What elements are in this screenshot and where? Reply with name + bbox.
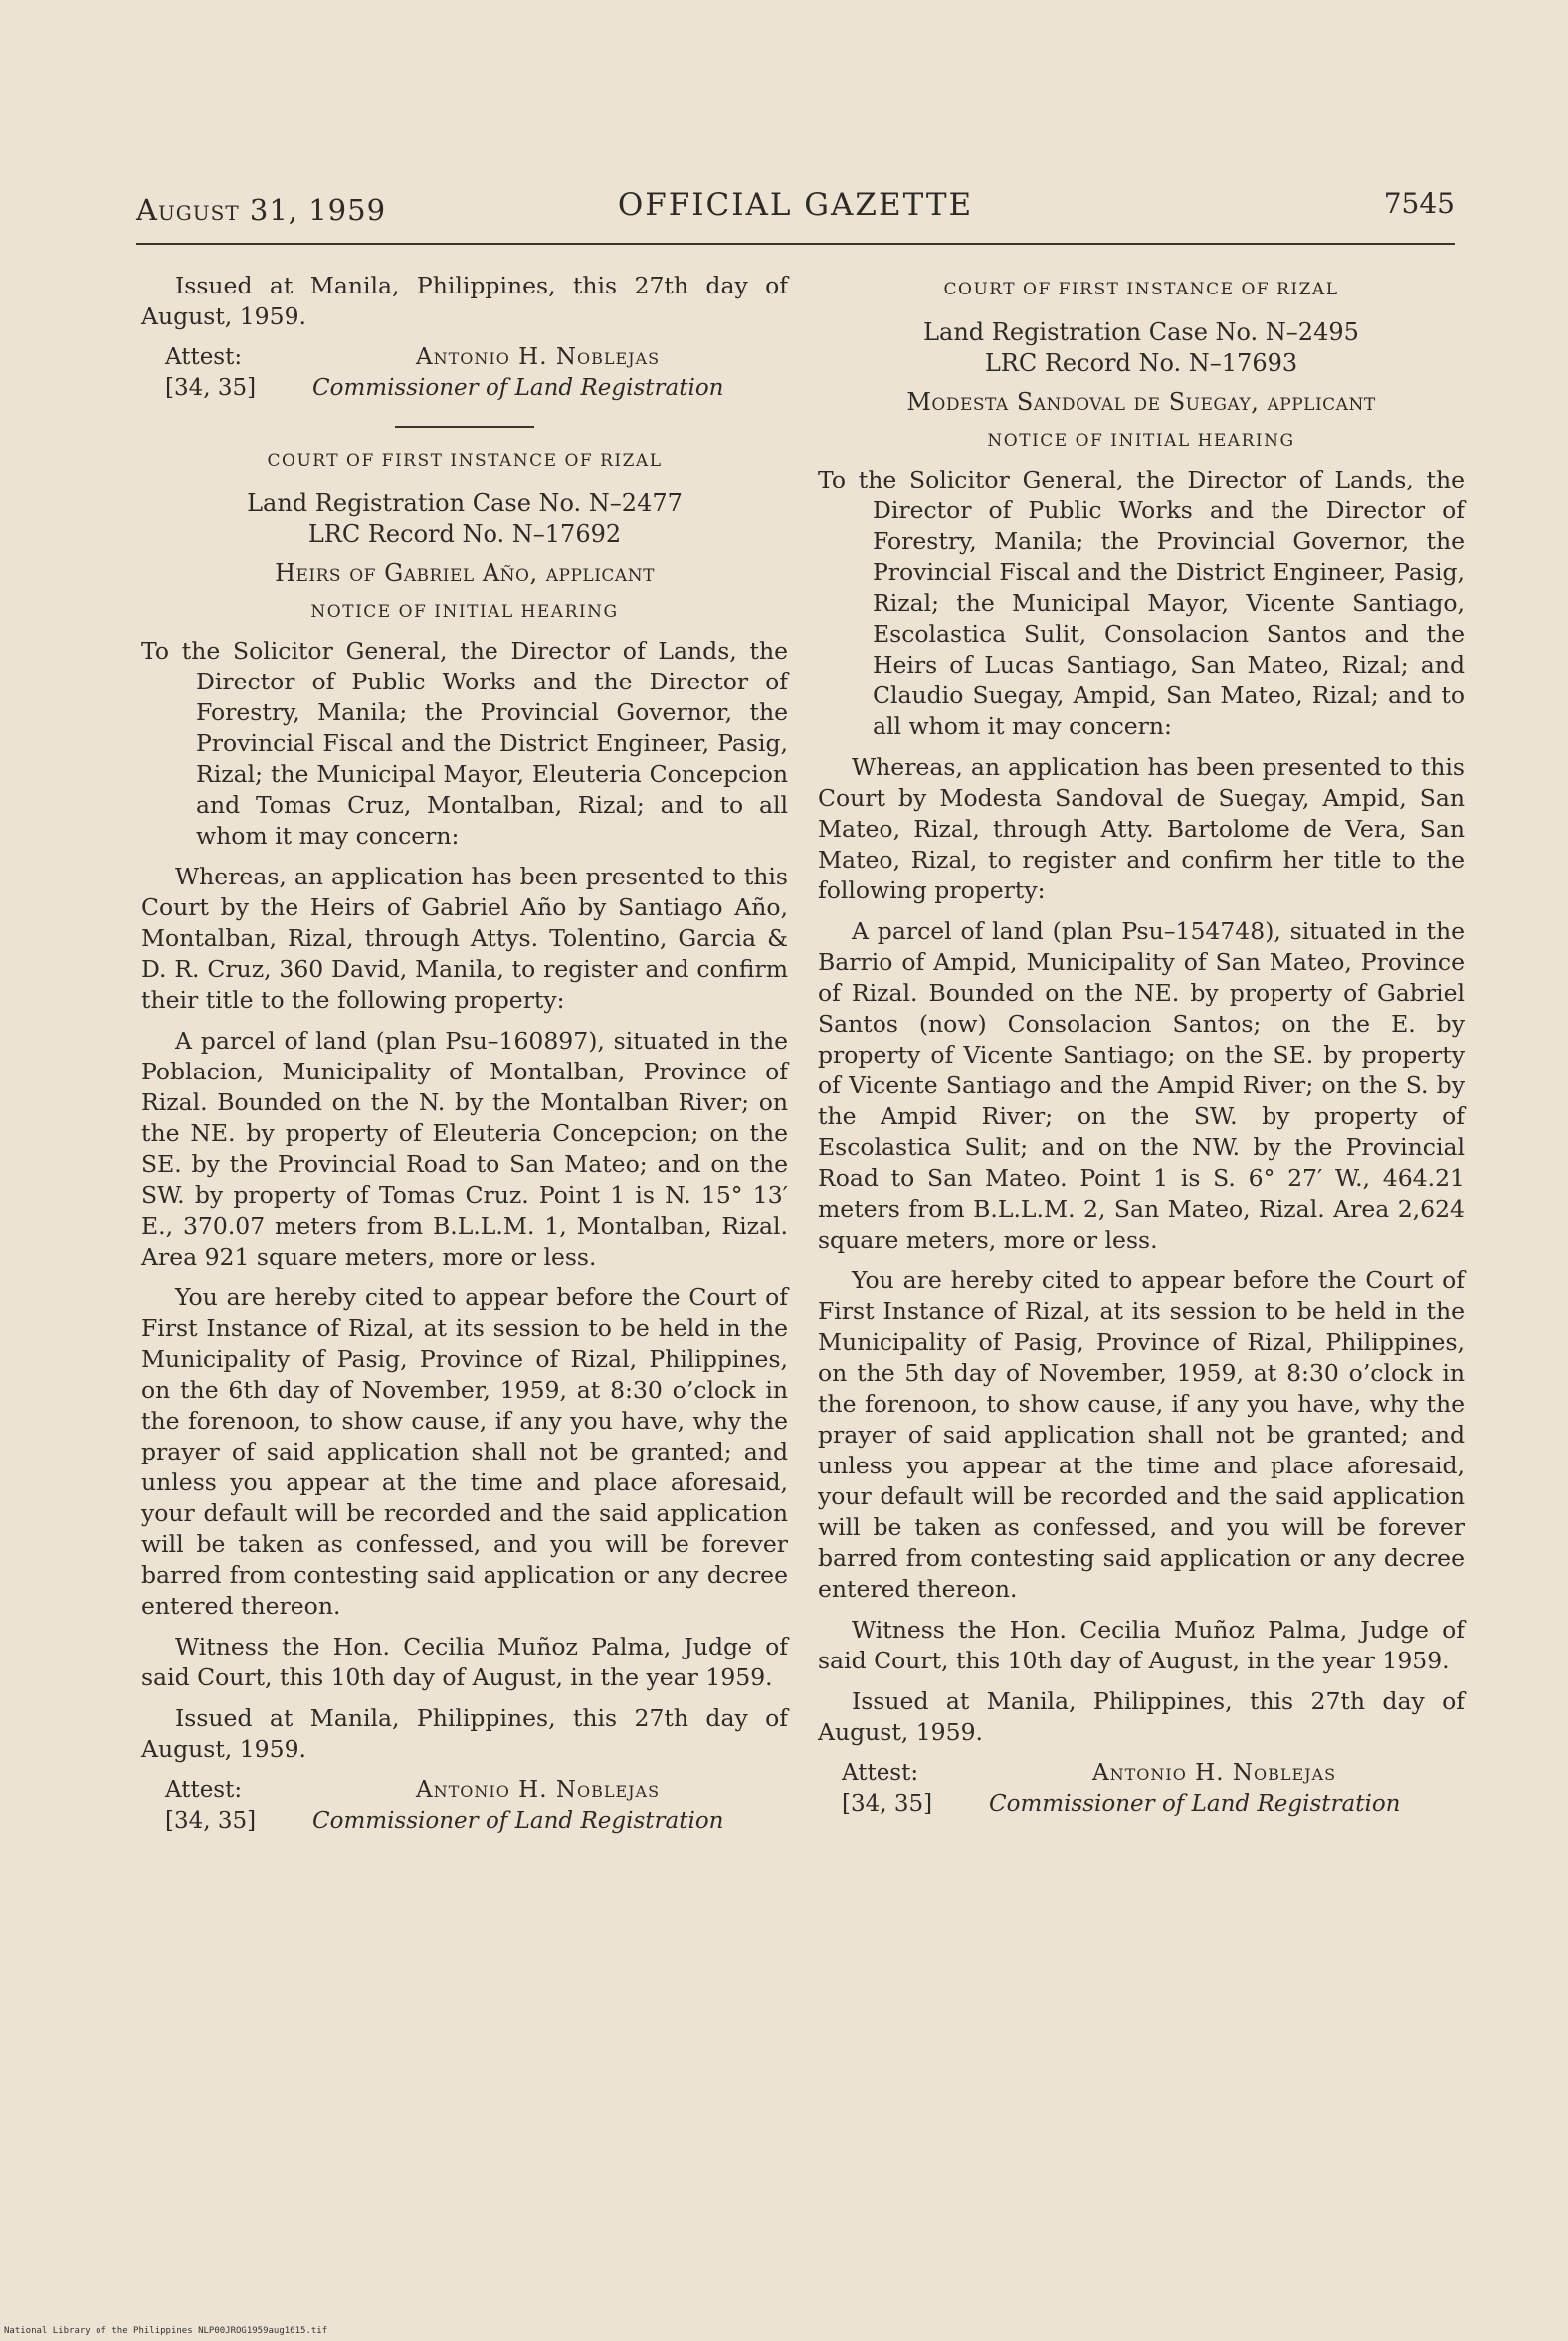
whereas-paragraph: Whereas, an application has been presented to this Court by Modesta Sandoval de Suegay, Ampid, San Mateo, Rizal, through Atty. Bartolome de Vera, San Mateo, Rizal, to register and confirm her title to the following property:	[818, 753, 1465, 904]
witness-paragraph: Witness the Hon. Cecilia Muñoz Palma, Judge of said Court, this 10th day of August, in the year 1959.	[818, 1616, 1465, 1674]
case-number: Land Registration Case No. N–2495	[923, 318, 1359, 346]
notice-heading: NOTICE OF INITIAL HEARING	[987, 431, 1295, 451]
attest-title: Commissioner of Land Registration	[312, 1808, 724, 1834]
attest-name: Antonio H. Noblejas	[416, 344, 661, 370]
case-number: Land Registration Case No. N–2477	[247, 489, 683, 517]
attest-label: Attest:	[165, 1777, 243, 1803]
prev-issued-text: Issued at Manila, Philippines, this 27th day of August, 1959.	[141, 272, 788, 330]
header-page-number: 7545	[1383, 187, 1455, 220]
court-heading: COURT OF FIRST INSTANCE OF RIZAL	[267, 451, 663, 471]
attest-block	[141, 1775, 788, 1839]
scan-footer: National Library of the Philippines NLP00JROG1959aug1615.tif	[4, 2326, 328, 2336]
notice-heading: NOTICE OF INITIAL HEARING	[310, 602, 619, 622]
attest-block	[818, 1758, 1465, 1822]
attest-ref: [34, 35]	[165, 1808, 257, 1834]
left-column	[141, 271, 788, 1839]
attest-ref: [34, 35]	[165, 375, 257, 401]
prev-attest-block	[141, 342, 788, 406]
attest-title: Commissioner of Land Registration	[989, 1791, 1401, 1817]
applicant-heading: Heirs of Gabriel Año, applicant	[275, 559, 655, 587]
court-heading: COURT OF FIRST INSTANCE OF RIZAL	[943, 280, 1339, 299]
attest-label: Attest:	[165, 344, 243, 370]
issued-paragraph: Issued at Manila, Philippines, this 27th day of August, 1959.	[818, 1687, 1465, 1746]
cited-paragraph: You are hereby cited to appear before the Court of First Instance of Rizal, at its session to be held in the Municipality of Pasig, Province of Rizal, Philippines, on the 6th day of November, 1959, at 8:30 o’clock in the forenoon, to show cause, if any you have, why the prayer of said application shall not be granted; and unless you appear at the time and place aforesaid, your default will be recorded and the said application will be taken as confessed, and you will be forever barred from contesting said application or any decree entered thereon.	[141, 1283, 788, 1620]
cited-paragraph: You are hereby cited to appear before the Court of First Instance of Rizal, at its session to be held in the Municipality of Pasig, Province of Rizal, Philippines, on the 5th day of November, 1959, at 8:30 o’clock in the forenoon, to show cause, if any you have, why the prayer of said application shall not be granted; and unless you appear at the time and place aforesaid, your default will be recorded and the said application will be taken as confessed, and you will be forever barred from contesting said application or any decree entered thereon.	[818, 1267, 1465, 1603]
witness-paragraph: Witness the Hon. Cecilia Muñoz Palma, Judge of said Court, this 10th day of August, in the year 1959.	[141, 1633, 788, 1691]
page-header	[136, 187, 1455, 233]
header-rule	[136, 243, 1455, 245]
attest-title: Commissioner of Land Registration	[312, 375, 724, 401]
addressees-paragraph: To the Solicitor General, the Director of Lands, the Director of Public Works and the Director of Forestry, Manila; the Provincial Governor, the Provincial Fiscal and the District Engineer, Pasig, Rizal; the Municipal Mayor, Eleuteria Concepcion and Tomas Cruz, Montalban, Rizal; and to all whom it may concern:	[141, 637, 788, 850]
attest-label: Attest:	[842, 1760, 919, 1786]
whereas-paragraph: Whereas, an application has been presented to this Court by the Heirs of Gabriel Año by Santiago Año, Montalban, Rizal, through Attys. Tolentino, Garcia & D. R. Cruz, 360 David, Manila, to register and confirm their title to the following property:	[141, 863, 788, 1014]
lrc-record: LRC Record No. N–17693	[984, 349, 1298, 377]
header-date: August 31, 1959	[136, 193, 387, 227]
addressees-paragraph: To the Solicitor General, the Director of Lands, the Director of Public Works and the Director of Forestry, Manila; the Provincial Governor, the Provincial Fiscal and the District Engineer, Pasig, Rizal; the Municipal Mayor, Vicente Santiago, Escolastica Sulit, Consolacion Santos and the Heirs of Lucas Santiago, San Mateo, Rizal; and Claudio Suegay, Ampid, San Mateo, Rizal; and to all whom it may concern:	[818, 466, 1465, 740]
attest-ref: [34, 35]	[842, 1791, 933, 1817]
attest-name: Antonio H. Noblejas	[416, 1777, 661, 1803]
parcel-paragraph: A parcel of land (plan Psu–160897), situated in the Poblacion, Municipality of Montalban, Province of Rizal. Bounded on the N. by the Montalban River; on the NE. by property of Eleuteria Concepcion; on the SE. by the Provincial Road to San Mateo; and on the SW. by property of Tomas Cruz. Point 1 is N. 15° 13′ E., 370.07 meters from B.L.L.M. 1, Montalban, Rizal. Area 921 square meters, more or less.	[141, 1027, 788, 1270]
issued-paragraph: Issued at Manila, Philippines, this 27th day of August, 1959.	[141, 1704, 788, 1763]
section-divider	[395, 426, 534, 428]
attest-name: Antonio H. Noblejas	[1092, 1760, 1337, 1786]
header-title: OFFICIAL GAZETTE	[617, 187, 974, 223]
parcel-paragraph: A parcel of land (plan Psu–154748), situated in the Barrio of Ampid, Municipality of San Mateo, Province of Rizal. Bounded on the NE. by property of Gabriel Santos (now) Consolacion Santos; on the E. by property of Vicente Santiago; on the SE. by property of Vicente Santiago and the Ampid River; on the S. by the Ampid River; on the SW. by property of Escolastica Sulit; and on the NW. by the Provincial Road to San Mateo. Point 1 is S. 6° 27′ W., 464.21 meters from B.L.L.M. 2, San Mateo, Rizal. Area 2,624 square meters, more or less.	[818, 917, 1465, 1254]
applicant-heading: Modesta Sandoval de Suegay, applicant	[906, 388, 1376, 416]
right-column	[818, 271, 1465, 1822]
lrc-record: LRC Record No. N–17692	[307, 520, 622, 548]
